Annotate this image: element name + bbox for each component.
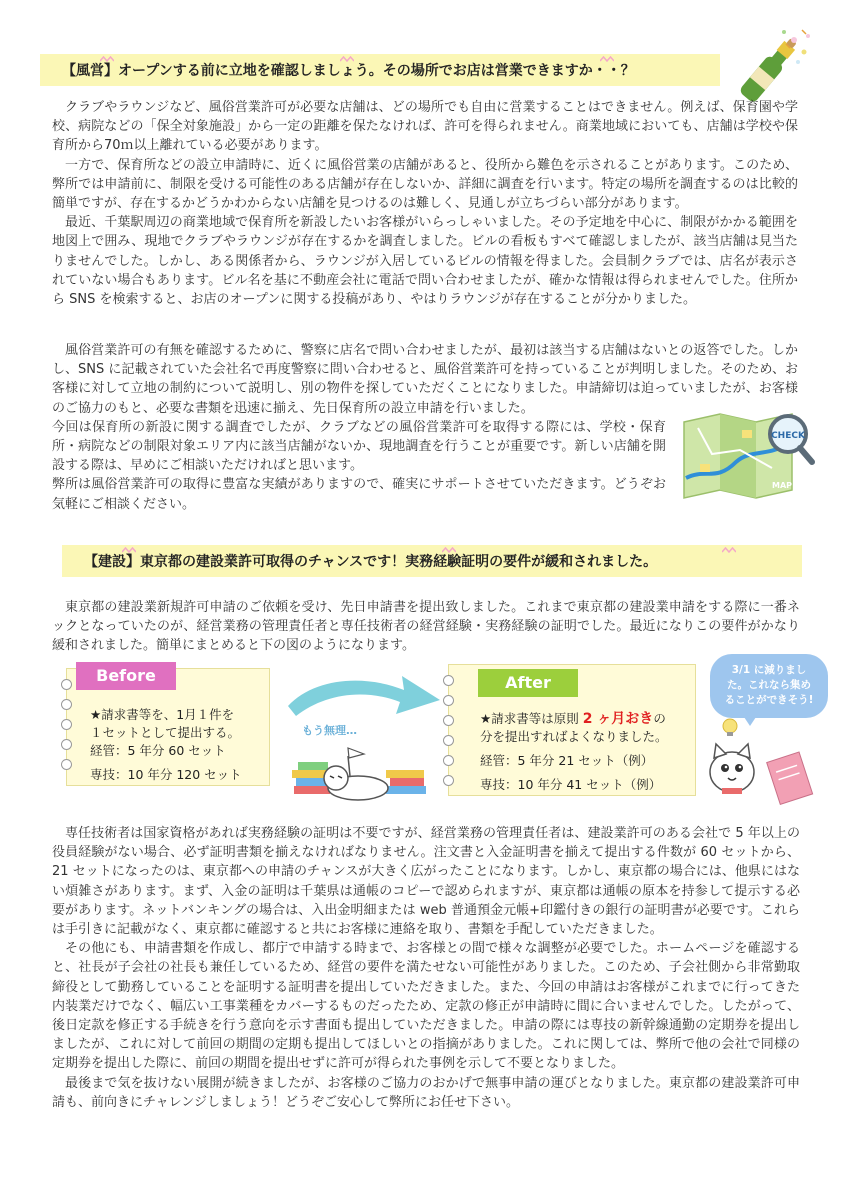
- before-keikan: 経管：5 年分 60 セット: [90, 743, 226, 758]
- section2-paragraph: その他にも、申請書類を作成し、都庁で申請する時まで、お客様との間で様々な調整が必要でした。ホームページを確認すると、社長が子会社の社長も兼任しているため、経営の要件を満たせない可能性がありました。このため、子会社側から非常勤取締役として勤務していることを証明する証明書を提出していただきました。また、今回の申請はお客様がこれまでに行ってきた内装業だけでなく、幅広い工事業種をカバーするものだったため、定款の修正が申請時に間に合いませんでした。したがって、後日定款を修正する手続きを行う意向を示す書面も提出していただきました。申請の際には専技の新幹線通勤の定期券を提出しましたが、これに対して前回の期間の定期も提出してほしいとの指摘がありました。これに関しては、弊所で他の会社で同様の定期券を提出した際に、前回の期間を提出せずに許可が得られた事例を示して不要となりました。: [52, 941, 800, 1072]
- after-line: [480, 710, 668, 728]
- ring-binding: [443, 675, 455, 795]
- after-text: [480, 710, 668, 794]
- zigzag-icon: [600, 56, 614, 62]
- zigzag-icon: [442, 547, 456, 553]
- section1-paragraph: 今回は保育所の新設に関する調査でしたが、クラブなどの風俗営業許可を取得する際には、学校・保育所・病院などの制限対象エリア内に該当店舗がないか、現地調査を行うことが重要です。新しい店舗を開設する際は、早めにご相談いただければと思います。: [52, 419, 666, 474]
- before-tab: Before: [76, 662, 176, 690]
- section2-paragraph: 専任技術者は国家資格があれば実務経験の証明は不要ですが、経営業務の管理責任者は、建設業許可のある会社で 5 年以上の役員経験がない場合、必ず証明書類を揃えなければなりません。注文書と入金証明書を揃えて提出する件数が 60 セットから、21 セットになったのは、東京都への申請のチャンスが大きく広がったことになります。しかし、東京都の場合には、他県にはない煩雑さがあります。まず、入金の証明は千葉県は通帳のコピーで認められますが、東京都は通帳の原本を持参して提示する必要があります。ネットバンキングの場合は、入出金明細または web 普通預金元帳+印鑑付きの銀行の証明書が必要です。これらは手引きに記載がなく、東京都に確認すると共にお客様に連絡を取り、書類を手配していただきました。: [52, 826, 800, 938]
- before-text: [90, 706, 242, 784]
- section1-paragraph: 一方で、保育所などの設立申請時に、近くに風俗営業の店舗があると、役所から難色を示されることがあります。このため、弊所では申請前に、制限を受ける可能性のある店舗が存在しないか、詳細に調査を行います。特定の場所を調査するのは比較的簡単ですが、存在するかどうかわからない店舗を見つけるのは難しく、見通しが立ちづらい部分があります。: [52, 157, 798, 212]
- section2-intro-text: 東京都の建設業新規許可申請のご依頼を受け、先日申請書を提出致しました。これまで東京都の建設業申請をする際に一番ネックとなっていたのが、経営業務の管理責任者と専任技術者の経営経験・実務経験の証明でした。最近になりこの要件がかなり緩和されました。簡単にまとめると下の図のようになります。: [52, 600, 800, 654]
- before-line: ★請求書等を、1月１件を: [90, 707, 235, 722]
- zigzag-icon: [122, 547, 136, 553]
- after-line: 分を提出すればよくなりました。: [480, 729, 668, 744]
- idea-cat-icon: [700, 716, 820, 808]
- speech-bubble: [710, 654, 828, 718]
- after-keikan: 経管：5 年分 21 セット（例）: [480, 753, 654, 768]
- bubble-line: た。これなら集め: [727, 679, 811, 691]
- section1-paragraph: 最近、千葉駅周辺の商業地域で保育所を新設したいお客様がいらっしゃいました。その予定地を中心に、制限がかかる範囲を地図上で囲み、現地でクラブやラウンジが存在するかを調査しました。ビルの看板もすべて確認しましたが、該当店舗は見当たりませんでした。しかし、ある関係者から、ラウンジが入居しているビルの情報を得ました。会員制クラブでは、店名が表示されていない場合もあります。ビル名を基に不動産会社に電話で問い合わせましたが、確かな情報は得られませんでした。住所から SNS を検索すると、お店のオープンに関する投稿があり、やはりラウンジが存在することが分かりました。: [52, 215, 798, 308]
- ring-binding: [61, 679, 73, 779]
- after-tab: After: [478, 669, 578, 697]
- section1-paragraph: クラブやラウンジなど、風俗営業許可が必要な店舗は、どの場所でも自由に営業することはできません。例えば、保育園や学校、病院などの「保全対象施設」から一定の距離を保たなければ、許可を得られません。商業地域においても、店舗は学校や保育所から70ｍ以上離れている必要があります。: [52, 100, 798, 154]
- section2-body: [52, 824, 800, 1112]
- section1-paragraph: 弊所は風俗営業許可の取得に豊富な実績がありますので、確実にサポートさせていただきます。どうぞお気軽にご相談ください。: [52, 477, 666, 512]
- section2-header: [62, 545, 802, 577]
- arrow-caption: もう無理…: [302, 724, 357, 737]
- section1-body: [52, 98, 798, 309]
- section1-paragraph: 風俗営業許可の有無を確認するために、警察に店名で問い合わせましたが、最初は該当する店舗はないとの返答でした。しかし、SNS に記載されていた会社名で再度警察に問い合わせると、風俗営業許可を持っていることが判明しました。そのため、お客様に対して立地の制約について説明し、別の物件を探していただくことになりました。申請締切は迫っていましたが、お客様のご協力のもと、必要な書類を迅速に揃え、先日保育所の設立申請を行いました。: [52, 343, 798, 416]
- zigzag-icon: [340, 56, 354, 62]
- map-label: MAP: [772, 481, 793, 490]
- section2-title: 【建設】東京都の建設業許可取得のチャンスです！実務経験証明の要件が緩和されました。: [84, 554, 658, 570]
- map-check-label: CHECK: [771, 431, 805, 441]
- bubble-line: 3/1 に減りまし: [731, 664, 807, 676]
- after-line-post: の: [653, 711, 666, 726]
- section2-paragraph: 最後まで気を抜けない展開が続きましたが、お客様のご協力のおかげで無事申請の運びとなりました。東京都の建設業許可申請も、前向きにチャレンジしましょう！どうぞご安心して弊所にお任せ下さい。: [52, 1075, 800, 1110]
- after-line-pre: ★請求書等は原則: [480, 711, 583, 726]
- bubble-line: ることができそう!: [724, 694, 814, 706]
- zigzag-icon: [722, 547, 736, 553]
- tired-cat-icon: [286, 736, 436, 808]
- before-line: １セットとして提出する。: [90, 725, 241, 740]
- after-emphasis: 2 ヶ月おき: [582, 711, 654, 727]
- section1-title: 【風営】オープンする前に立地を確認しましょう。その場所でお店は営業できますか・・？: [62, 63, 635, 79]
- section2-intro: [52, 598, 800, 656]
- map-icon: [676, 408, 816, 500]
- section1-header: [40, 54, 720, 86]
- before-sengi: 専技：10 年分 120 セット: [90, 767, 242, 782]
- arrow-icon: [284, 668, 446, 724]
- after-sengi: 専技：10 年分 41 セット（例）: [480, 777, 662, 792]
- zigzag-icon: [100, 56, 114, 62]
